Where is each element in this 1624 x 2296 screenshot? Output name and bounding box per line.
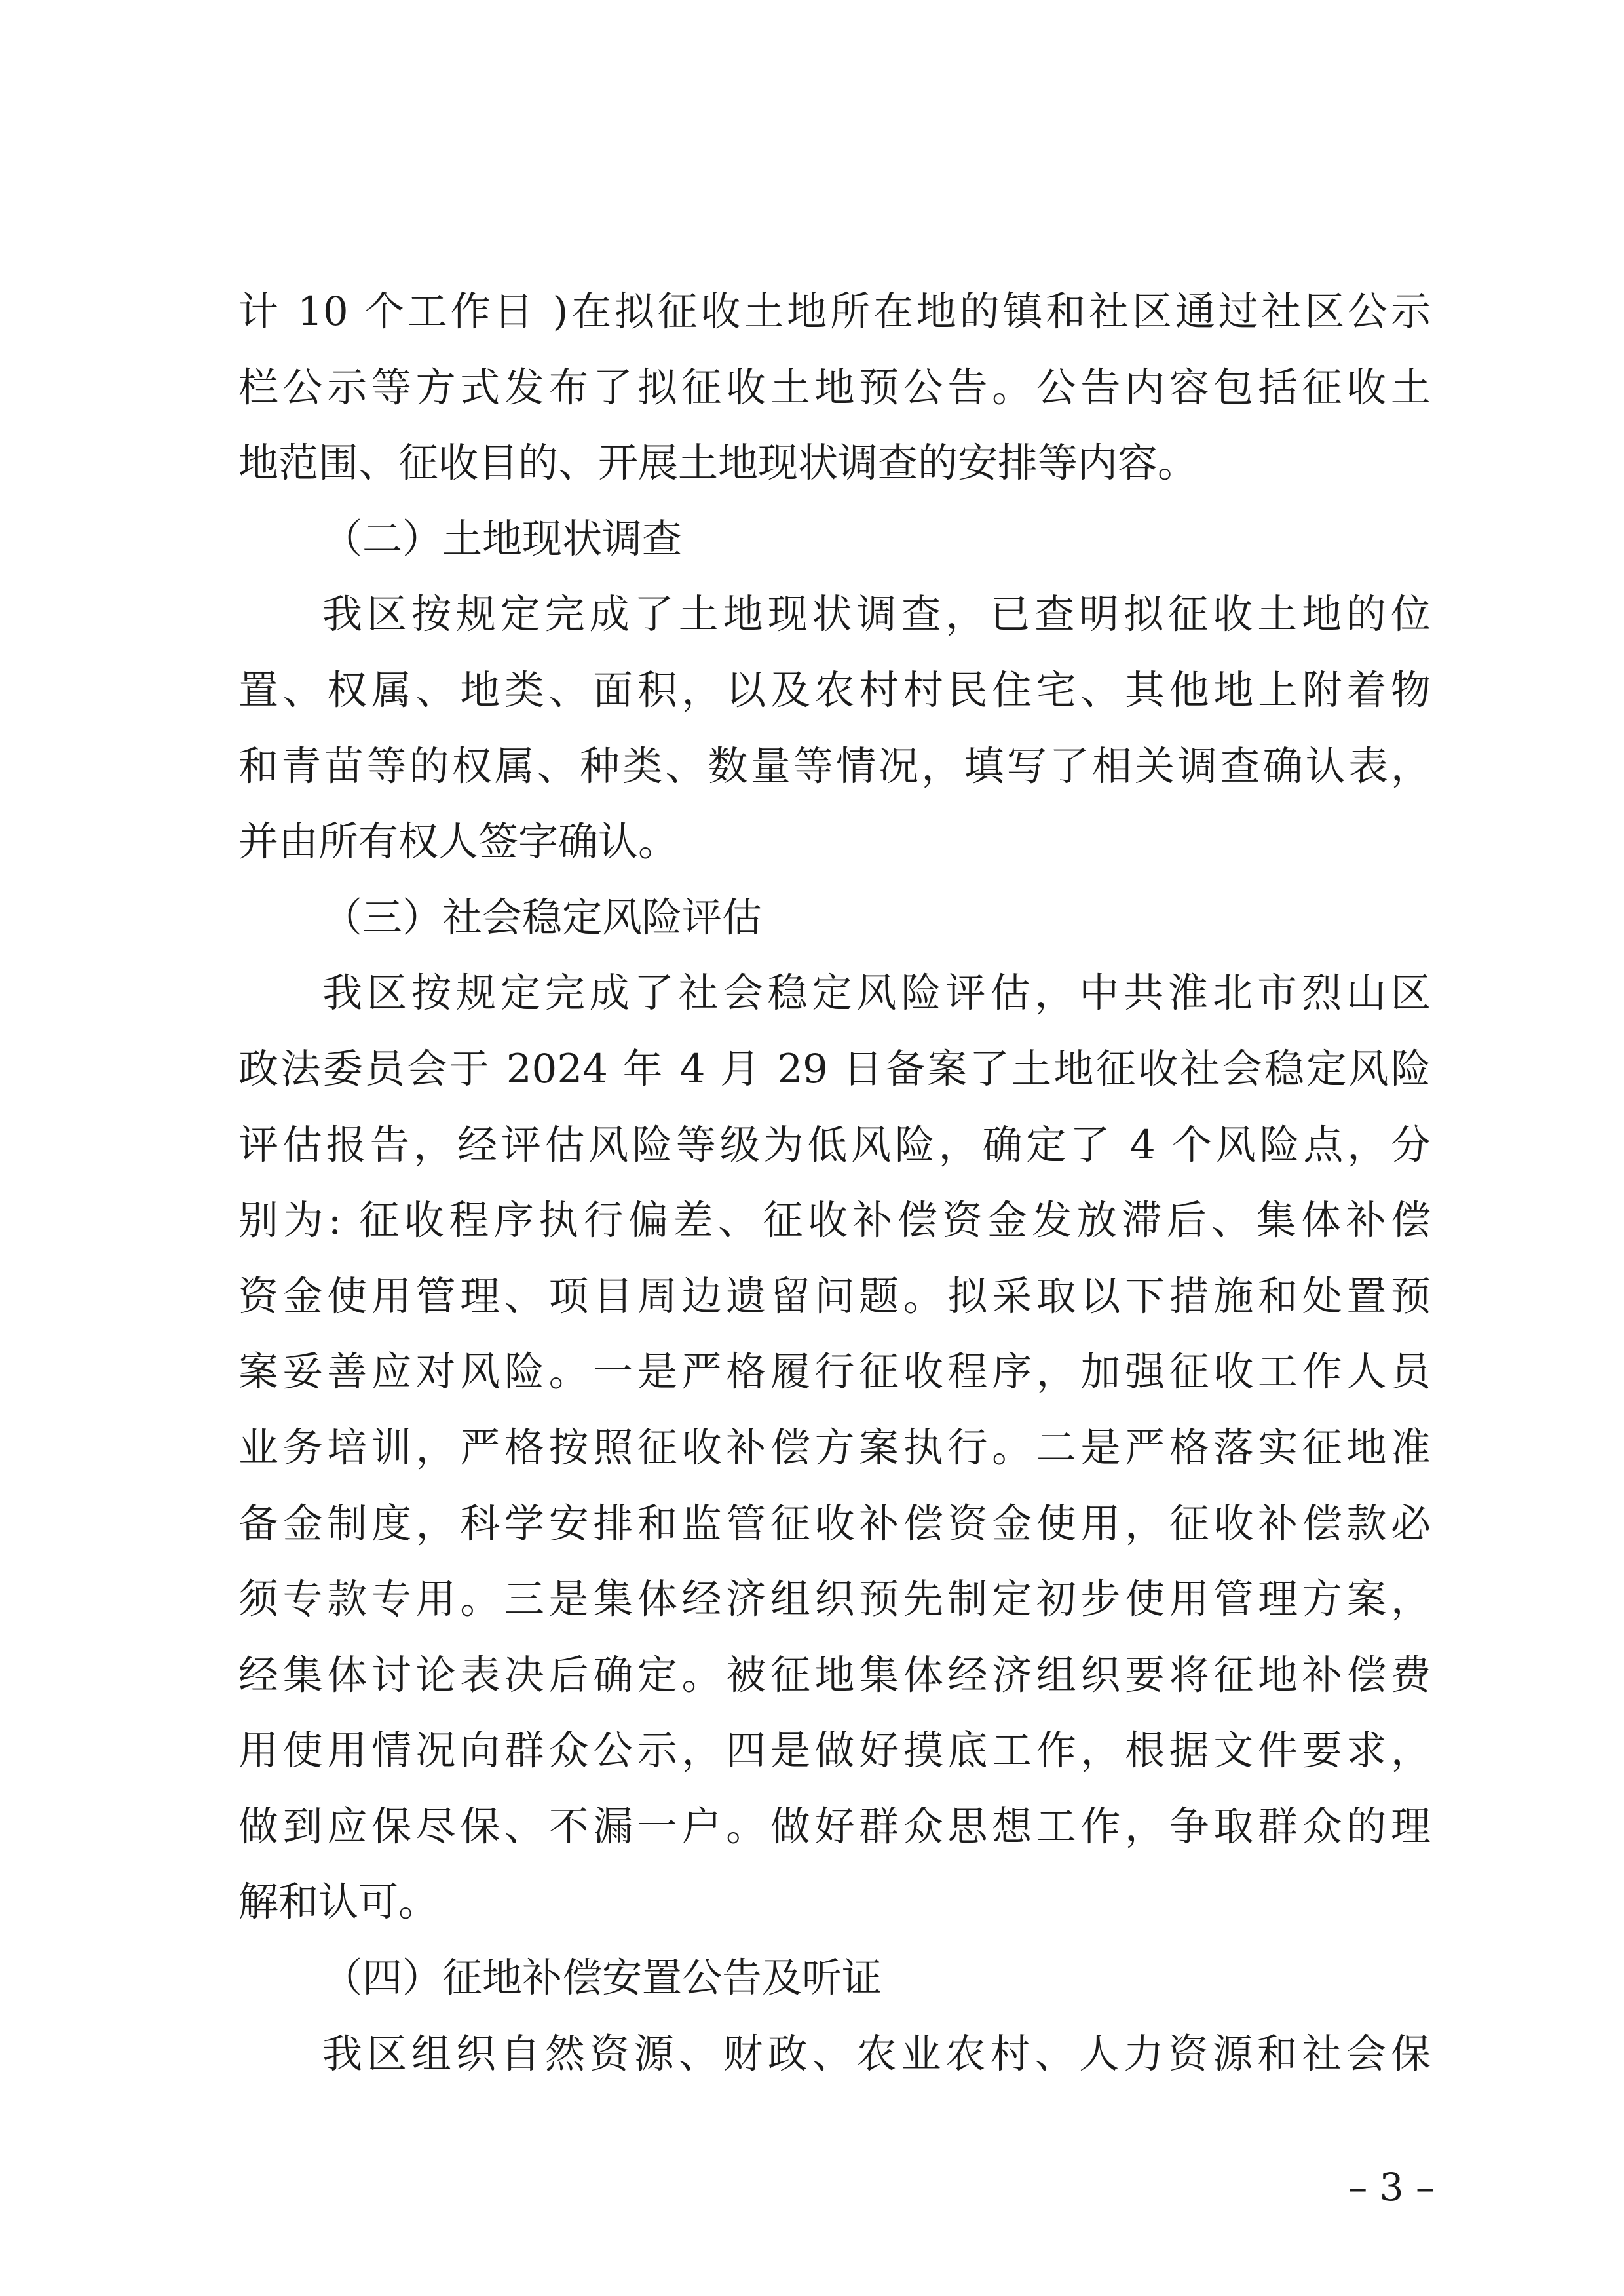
body-line: 评估报告，经评估风险等级为低风险，确定了 4 个风险点，分	[238, 1121, 1431, 1168]
page-number: – 3 –	[1348, 2165, 1435, 2210]
body-line: 政法委员会于 2024 年 4 月 29 日备案了土地征收社会稳定风险	[238, 1045, 1431, 1092]
body-line: 须专款专用。三是集体经济组织预先制定初步使用管理方案，	[238, 1576, 1431, 1623]
body-line: 经集体讨论表决后确定。被征地集体经济组织要将征地补偿费	[238, 1651, 1431, 1698]
section-heading: （三）社会稳定风险评估	[322, 894, 763, 941]
body-line: 地范围、征收目的、开展土地现状调查的安排等内容。	[238, 440, 1198, 487]
body-line: 置、权属、地类、面积，以及农村村民住宅、其他地上附着物	[238, 666, 1431, 714]
body-line: 做到应保尽保、不漏一户。做好群众思想工作，争取群众的理	[238, 1803, 1431, 1850]
section-heading: （四）征地补偿安置公告及听证	[322, 1955, 882, 2002]
body-line: 别为: 征收程序执行偏差、征收补偿资金发放滞后、集体补偿	[238, 1197, 1431, 1244]
body-line: 我区按规定完成了社会稳定风险评估，中共淮北市烈山区	[322, 970, 1431, 1017]
body-line: 案妥善应对风险。一是严格履行征收程序，加强征收工作人员	[238, 1349, 1431, 1396]
body-line: 我区按规定完成了土地现状调查，已查明拟征收土地的位	[322, 591, 1431, 638]
body-line: 备金制度，科学安排和监管征收补偿资金使用，征收补偿款必	[238, 1500, 1431, 1547]
body-line: 和青苗等的权属、种类、数量等情况，填写了相关调查确认表，	[238, 742, 1431, 790]
section-heading: （二）土地现状调查	[322, 515, 683, 562]
body-line: 并由所有权人签字确认。	[238, 818, 679, 866]
body-line: 我区组织自然资源、财政、农业农村、人力资源和社会保	[322, 2030, 1431, 2077]
document-body	[238, 274, 1431, 2092]
body-line: 业务培训，严格按照征收补偿方案执行。二是严格落实征地准	[238, 1424, 1431, 1471]
body-line: 解和认可。	[238, 1879, 439, 1926]
body-line: 栏公示等方式发布了拟征收土地预公告。公告内容包括征收土	[238, 364, 1431, 411]
body-line: 计 10 个工作日 )在拟征收土地所在地的镇和社区通过社区公示	[238, 288, 1431, 335]
body-line: 用使用情况向群众公示，四是做好摸底工作，根据文件要求，	[238, 1727, 1431, 1774]
body-line: 资金使用管理、项目周边遗留问题。拟采取以下措施和处置预	[238, 1272, 1431, 1320]
